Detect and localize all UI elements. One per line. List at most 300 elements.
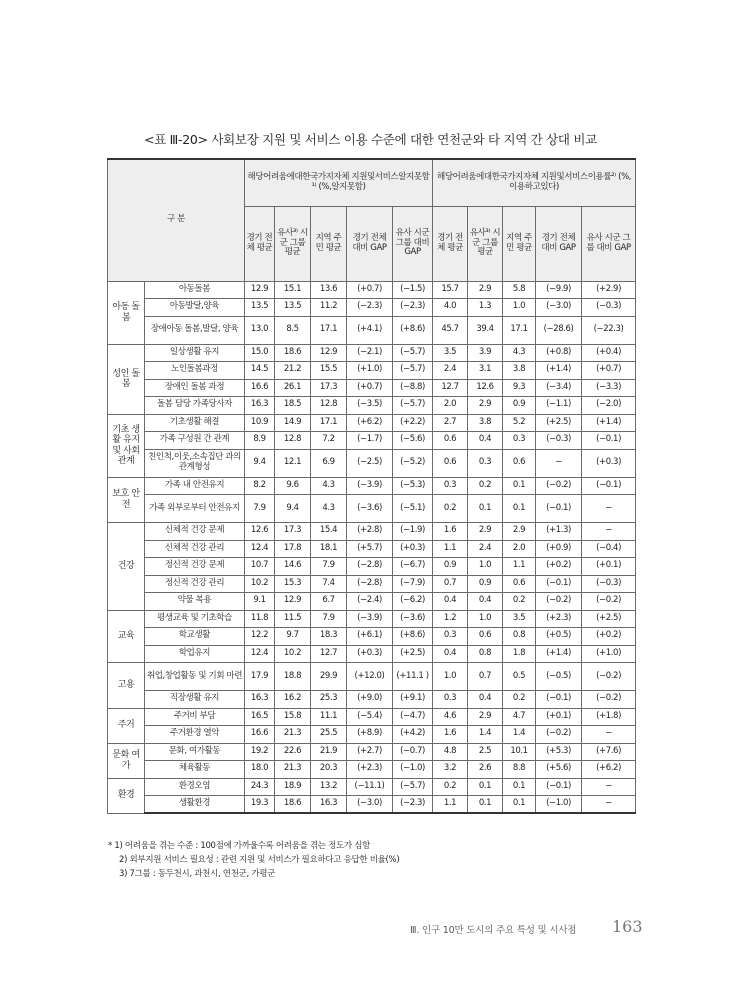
value-cell: 3.9	[468, 344, 503, 362]
value-cell: 12.8	[311, 397, 347, 415]
value-cell: 13.5	[245, 299, 275, 317]
value-cell: 10.2	[245, 575, 275, 593]
value-cell: (+12.0)	[347, 663, 393, 691]
value-cell: −	[582, 495, 636, 523]
value-cell: 2.9	[468, 708, 503, 726]
value-cell: (−0.1)	[536, 691, 582, 709]
value-cell: 0.2	[468, 477, 503, 495]
value-cell: 17.3	[275, 523, 311, 541]
value-cell: (−3.5)	[347, 397, 393, 415]
value-cell: 19.3	[245, 796, 275, 814]
value-cell: 13.6	[311, 281, 347, 299]
value-cell: (+1.0)	[582, 645, 636, 663]
value-cell: (+4.1)	[347, 316, 393, 344]
value-cell: (+0.3)	[347, 645, 393, 663]
value-cell: 1.1	[433, 540, 468, 558]
value-cell: 0.9	[503, 397, 536, 415]
header-category: 구 분	[108, 159, 245, 281]
table-row	[108, 299, 636, 317]
value-cell: 12.9	[311, 344, 347, 362]
value-cell: 15.4	[311, 523, 347, 541]
table-row	[108, 708, 636, 726]
value-cell: 18.8	[275, 663, 311, 691]
header-gap-gyeonggi-2: 경기 전체 대비 GAP	[536, 206, 582, 281]
value-cell: (−7.9)	[393, 575, 433, 593]
value-cell: (+2.5)	[393, 645, 433, 663]
value-cell: (−0.2)	[536, 477, 582, 495]
value-cell: 15.1	[275, 281, 311, 299]
value-cell: (+0.3)	[582, 449, 636, 477]
value-cell: (−0.1)	[536, 495, 582, 523]
value-cell: (−22.3)	[582, 316, 636, 344]
value-cell: (+0.3)	[393, 540, 433, 558]
item-cell: 가족 외부로부터 안전유지	[145, 495, 245, 523]
value-cell: 4.7	[503, 708, 536, 726]
value-cell: 0.6	[503, 449, 536, 477]
value-cell: 17.3	[311, 379, 347, 397]
value-cell: 17.9	[245, 663, 275, 691]
category-cell: 건강	[108, 523, 145, 611]
value-cell: 12.7	[433, 379, 468, 397]
value-cell: 5.8	[503, 281, 536, 299]
value-cell: 0.6	[433, 449, 468, 477]
value-cell: (−2.3)	[393, 299, 433, 317]
value-cell: 45.7	[433, 316, 468, 344]
value-cell: 13.2	[311, 778, 347, 796]
table-row	[108, 414, 636, 432]
value-cell: (+0.1)	[536, 708, 582, 726]
value-cell: (−6.2)	[393, 593, 433, 611]
category-cell: 아동 돌봄	[108, 281, 145, 344]
value-cell: (−9.9)	[536, 281, 582, 299]
value-cell: 0.4	[468, 691, 503, 709]
value-cell: 0.8	[468, 645, 503, 663]
value-cell: 16.6	[245, 379, 275, 397]
value-cell: −	[582, 796, 636, 814]
value-cell: 11.5	[275, 610, 311, 628]
table-row	[108, 743, 636, 761]
header-group-usage: 해당어려움에대한국가지자체 지원및서비스이용률²⁾ (%,이용하고있다)	[433, 159, 636, 206]
value-cell: 1.0	[468, 558, 503, 576]
category-cell: 교육	[108, 610, 145, 663]
item-cell: 직장생활 유지	[145, 691, 245, 709]
header-group-unaware: 해당어려움에대한국가지자체 지원및서비스알지못함¹⁾ (%,알지못함)	[245, 159, 433, 206]
item-cell: 아동발달,양육	[145, 299, 245, 317]
value-cell: (−2.0)	[582, 397, 636, 415]
value-cell: 9.6	[275, 477, 311, 495]
item-cell: 학교생활	[145, 628, 245, 646]
item-cell: 아동돌봄	[145, 281, 245, 299]
value-cell: 12.9	[275, 593, 311, 611]
value-cell: 3.2	[433, 761, 468, 779]
value-cell: −	[582, 523, 636, 541]
value-cell: (−1.0)	[536, 796, 582, 814]
category-cell: 고용	[108, 663, 145, 709]
value-cell: 2.0	[433, 397, 468, 415]
value-cell: 20.3	[311, 761, 347, 779]
value-cell: (−1.9)	[393, 523, 433, 541]
category-cell: 보호 안전	[108, 477, 145, 523]
value-cell: 0.4	[433, 593, 468, 611]
category-cell: 성인 돌봄	[108, 344, 145, 414]
value-cell: (−3.9)	[347, 610, 393, 628]
header-gyeonggi-avg-2: 경기 전체 평균	[433, 206, 468, 281]
value-cell: 11.8	[245, 610, 275, 628]
value-cell: 2.9	[468, 397, 503, 415]
table-row	[108, 449, 636, 477]
value-cell: 24.3	[245, 778, 275, 796]
value-cell: 29.9	[311, 663, 347, 691]
value-cell: (−3.3)	[582, 379, 636, 397]
table-row	[108, 362, 636, 380]
note-1: * 1) 어려움을 겪는 수준 : 100점에 가까울수록 어려움을 겪는 정도가 심함	[108, 841, 371, 851]
value-cell: 7.9	[245, 495, 275, 523]
value-cell: 1.0	[468, 610, 503, 628]
item-cell: 주거환경 열악	[145, 726, 245, 744]
value-cell: 3.1	[468, 362, 503, 380]
value-cell: 14.9	[275, 414, 311, 432]
value-cell: 19.2	[245, 743, 275, 761]
value-cell: 3.5	[433, 344, 468, 362]
value-cell: 1.3	[468, 299, 503, 317]
value-cell: 16.5	[245, 708, 275, 726]
value-cell: 8.5	[275, 316, 311, 344]
value-cell: 0.2	[503, 593, 536, 611]
category-cell: 환경	[108, 778, 145, 813]
value-cell: (−0.7)	[393, 743, 433, 761]
value-cell: (−5.7)	[393, 362, 433, 380]
value-cell: 16.3	[311, 796, 347, 814]
value-cell: 21.3	[275, 726, 311, 744]
value-cell: (+6.2)	[582, 761, 636, 779]
value-cell: (−0.1)	[536, 575, 582, 593]
value-cell: 5.2	[503, 414, 536, 432]
value-cell: 2.4	[468, 540, 503, 558]
item-cell: 정신적 건강 문제	[145, 558, 245, 576]
value-cell: 10.9	[245, 414, 275, 432]
value-cell: 9.3	[503, 379, 536, 397]
item-cell: 주거비 부담	[145, 708, 245, 726]
value-cell: (−3.6)	[393, 610, 433, 628]
value-cell: 7.9	[311, 558, 347, 576]
table-row	[108, 610, 636, 628]
value-cell: 9.4	[245, 449, 275, 477]
value-cell: 6.7	[311, 593, 347, 611]
item-cell: 장애아동 돌봄,발달, 양육	[145, 316, 245, 344]
value-cell: 12.8	[275, 432, 311, 450]
table-row	[108, 796, 636, 814]
value-cell: (−5.3)	[393, 477, 433, 495]
value-cell: (−1.1)	[536, 397, 582, 415]
value-cell: (−0.3)	[582, 575, 636, 593]
value-cell: (−0.1)	[582, 432, 636, 450]
item-cell: 장애인 돌봄 과정	[145, 379, 245, 397]
value-cell: 1.6	[433, 726, 468, 744]
value-cell: (−5.1)	[393, 495, 433, 523]
value-cell: (−3.0)	[347, 796, 393, 814]
value-cell: 0.1	[503, 796, 536, 814]
value-cell: 4.8	[433, 743, 468, 761]
value-cell: (−1.0)	[393, 761, 433, 779]
value-cell: 15.5	[311, 362, 347, 380]
value-cell: 12.6	[468, 379, 503, 397]
item-cell: 일상생활 유지	[145, 344, 245, 362]
value-cell: (+1.8)	[582, 708, 636, 726]
value-cell: 12.2	[245, 628, 275, 646]
value-cell: 10.1	[503, 743, 536, 761]
value-cell: 26.1	[275, 379, 311, 397]
value-cell: 2.6	[468, 761, 503, 779]
value-cell: 9.1	[245, 593, 275, 611]
header-gap-gyeonggi: 경기 전체 대비 GAP	[347, 206, 393, 281]
value-cell: (−5.2)	[393, 449, 433, 477]
value-cell: 21.3	[275, 761, 311, 779]
item-cell: 문화, 여가활동	[145, 743, 245, 761]
table-row	[108, 281, 636, 299]
table-row	[108, 397, 636, 415]
value-cell: 39.4	[468, 316, 503, 344]
table-row	[108, 477, 636, 495]
value-cell: (+0.9)	[536, 540, 582, 558]
value-cell: 11.1	[311, 708, 347, 726]
value-cell: 12.9	[245, 281, 275, 299]
value-cell: 0.6	[503, 575, 536, 593]
value-cell: (−4.7)	[393, 708, 433, 726]
value-cell: 1.2	[433, 610, 468, 628]
table-row	[108, 523, 636, 541]
value-cell: 15.3	[275, 575, 311, 593]
value-cell: (−5.4)	[347, 708, 393, 726]
value-cell: (−5.7)	[393, 778, 433, 796]
value-cell: 16.3	[245, 691, 275, 709]
item-cell: 생활환경	[145, 796, 245, 814]
value-cell: 6.9	[311, 449, 347, 477]
value-cell: 17.1	[311, 316, 347, 344]
value-cell: 0.5	[503, 663, 536, 691]
value-cell: 1.6	[433, 523, 468, 541]
value-cell: (+9.0)	[347, 691, 393, 709]
value-cell: (−0.2)	[582, 691, 636, 709]
table-row	[108, 344, 636, 362]
item-cell: 기초생활 해결	[145, 414, 245, 432]
value-cell: (+0.2)	[582, 628, 636, 646]
value-cell: 2.9	[468, 281, 503, 299]
value-cell: (−0.3)	[582, 299, 636, 317]
value-cell: 4.3	[503, 344, 536, 362]
value-cell: (+11.1 )	[393, 663, 433, 691]
value-cell: 0.7	[433, 575, 468, 593]
value-cell: 11.2	[311, 299, 347, 317]
value-cell: (+2.5)	[582, 610, 636, 628]
value-cell: 0.6	[468, 628, 503, 646]
value-cell: 8.9	[245, 432, 275, 450]
value-cell: 2.7	[433, 414, 468, 432]
value-cell: 0.3	[503, 432, 536, 450]
table-row	[108, 726, 636, 744]
value-cell: 1.4	[503, 726, 536, 744]
value-cell: 0.1	[503, 495, 536, 523]
table-row	[108, 540, 636, 558]
value-cell: (+0.4)	[582, 344, 636, 362]
value-cell: 0.2	[503, 691, 536, 709]
value-cell: (−5.7)	[393, 397, 433, 415]
value-cell: 18.1	[311, 540, 347, 558]
value-cell: 0.2	[433, 778, 468, 796]
header-similar-avg: 유사³⁾ 시군 그룹 평균	[275, 206, 311, 281]
value-cell: 18.5	[275, 397, 311, 415]
table-notes	[108, 839, 399, 881]
value-cell: (−2.3)	[347, 299, 393, 317]
value-cell: 3.5	[503, 610, 536, 628]
value-cell: 2.5	[468, 743, 503, 761]
value-cell: 16.6	[245, 726, 275, 744]
table-caption: <표 Ⅲ-20> 사회보장 지원 및 서비스 이용 수준에 대한 연천군와 타 지역 간 상대 비교	[144, 132, 597, 147]
table-row	[108, 628, 636, 646]
value-cell: 0.6	[433, 432, 468, 450]
item-cell: 친인척,이웃,소속집단 과의 관계형성	[145, 449, 245, 477]
value-cell: (+8.6)	[393, 628, 433, 646]
table-body	[108, 281, 636, 813]
value-cell: 0.1	[503, 778, 536, 796]
value-cell: 4.0	[433, 299, 468, 317]
value-cell: 2.0	[503, 540, 536, 558]
value-cell: 21.2	[275, 362, 311, 380]
category-cell: 문화 여가	[108, 743, 145, 778]
value-cell: 2.9	[503, 523, 536, 541]
value-cell: 1.1	[503, 558, 536, 576]
item-cell: 가족 구성원 간 관계	[145, 432, 245, 450]
value-cell: −	[582, 726, 636, 744]
value-cell: 1.4	[468, 726, 503, 744]
table-row	[108, 593, 636, 611]
value-cell: 0.3	[468, 449, 503, 477]
value-cell: 0.9	[433, 558, 468, 576]
value-cell: (−2.3)	[393, 796, 433, 814]
header-similar-avg-2: 유사³⁾ 시군 그룹 평균	[468, 206, 503, 281]
value-cell: 2.4	[433, 362, 468, 380]
value-cell: 0.1	[468, 495, 503, 523]
value-cell: (+0.5)	[536, 628, 582, 646]
value-cell: 25.5	[311, 726, 347, 744]
value-cell: 0.9	[468, 575, 503, 593]
value-cell: (−5.6)	[393, 432, 433, 450]
table-row	[108, 379, 636, 397]
value-cell: 1.1	[433, 796, 468, 814]
value-cell: 22.6	[275, 743, 311, 761]
value-cell: 13.0	[245, 316, 275, 344]
value-cell: 7.9	[311, 610, 347, 628]
value-cell: (+2.9)	[582, 281, 636, 299]
value-cell: 4.3	[311, 495, 347, 523]
note-3: 3) 7그룹 : 동두천시, 과천시, 연천군, 가평군	[119, 869, 276, 879]
value-cell: 7.4	[311, 575, 347, 593]
item-cell: 돌봄 담당 가족당사자	[145, 397, 245, 415]
chapter-footer: Ⅲ. 인구 10만 도시의 주요 특성 및 시사점	[410, 925, 577, 936]
table-row	[108, 761, 636, 779]
value-cell: 0.2	[433, 495, 468, 523]
value-cell: 2.9	[468, 523, 503, 541]
category-cell: 기초 생활 유지및 사회 관계	[108, 414, 145, 477]
value-cell: (−1.5)	[393, 281, 433, 299]
value-cell: (+2.7)	[347, 743, 393, 761]
value-cell: (+1.4)	[536, 645, 582, 663]
value-cell: 1.0	[503, 299, 536, 317]
value-cell: 8.8	[503, 761, 536, 779]
value-cell: 18.3	[311, 628, 347, 646]
value-cell: 7.2	[311, 432, 347, 450]
table-row	[108, 663, 636, 691]
value-cell: 21.9	[311, 743, 347, 761]
value-cell: −	[536, 449, 582, 477]
item-cell: 취업,창업활동 및 기회 마련	[145, 663, 245, 691]
table-row	[108, 432, 636, 450]
value-cell: (+1.4)	[582, 414, 636, 432]
value-cell: (−0.4)	[582, 540, 636, 558]
value-cell: (−0.2)	[582, 663, 636, 691]
value-cell: (+5.7)	[347, 540, 393, 558]
value-cell: 8.2	[245, 477, 275, 495]
value-cell: (+2.8)	[347, 523, 393, 541]
value-cell: 12.4	[245, 645, 275, 663]
value-cell: (+6.2)	[347, 414, 393, 432]
item-cell: 환경오염	[145, 778, 245, 796]
value-cell: (+2.5)	[536, 414, 582, 432]
value-cell: (+2.3)	[347, 761, 393, 779]
value-cell: (+6.1)	[347, 628, 393, 646]
value-cell: (−0.5)	[536, 663, 582, 691]
value-cell: 0.1	[503, 477, 536, 495]
value-cell: 16.2	[275, 691, 311, 709]
value-cell: (−2.1)	[347, 344, 393, 362]
value-cell: 4.3	[311, 477, 347, 495]
value-cell: (−0.2)	[536, 726, 582, 744]
value-cell: (+7.6)	[582, 743, 636, 761]
value-cell: (+9.1)	[393, 691, 433, 709]
value-cell: (−0.1)	[582, 477, 636, 495]
value-cell: 15.7	[433, 281, 468, 299]
value-cell: (−3.4)	[536, 379, 582, 397]
value-cell: 12.1	[275, 449, 311, 477]
value-cell: (+1.4)	[536, 362, 582, 380]
value-cell: 12.7	[311, 645, 347, 663]
table-row	[108, 778, 636, 796]
note-2: 2) 외부지원 서비스 필요성 : 관련 지원 및 서비스가 필요하다고 응답한 비율(%)	[119, 855, 400, 865]
value-cell: (−5.7)	[393, 344, 433, 362]
value-cell: 12.6	[245, 523, 275, 541]
comparison-table	[107, 158, 636, 814]
value-cell: (+2.3)	[536, 610, 582, 628]
value-cell: (−2.5)	[347, 449, 393, 477]
value-cell: (−6.7)	[393, 558, 433, 576]
value-cell: (−0.2)	[582, 593, 636, 611]
table-row	[108, 316, 636, 344]
table-row	[108, 558, 636, 576]
value-cell: (+2.2)	[393, 414, 433, 432]
value-cell: 18.6	[275, 344, 311, 362]
value-cell: (+8.9)	[347, 726, 393, 744]
value-cell: 10.2	[275, 645, 311, 663]
value-cell: 0.8	[503, 628, 536, 646]
item-cell: 체육활동	[145, 761, 245, 779]
value-cell: 14.6	[275, 558, 311, 576]
value-cell: (−2.4)	[347, 593, 393, 611]
value-cell: 3.8	[503, 362, 536, 380]
value-cell: (+0.7)	[347, 379, 393, 397]
value-cell: (+1.3)	[536, 523, 582, 541]
value-cell: (+0.1)	[582, 558, 636, 576]
value-cell: 18.6	[275, 796, 311, 814]
value-cell: (−1.7)	[347, 432, 393, 450]
